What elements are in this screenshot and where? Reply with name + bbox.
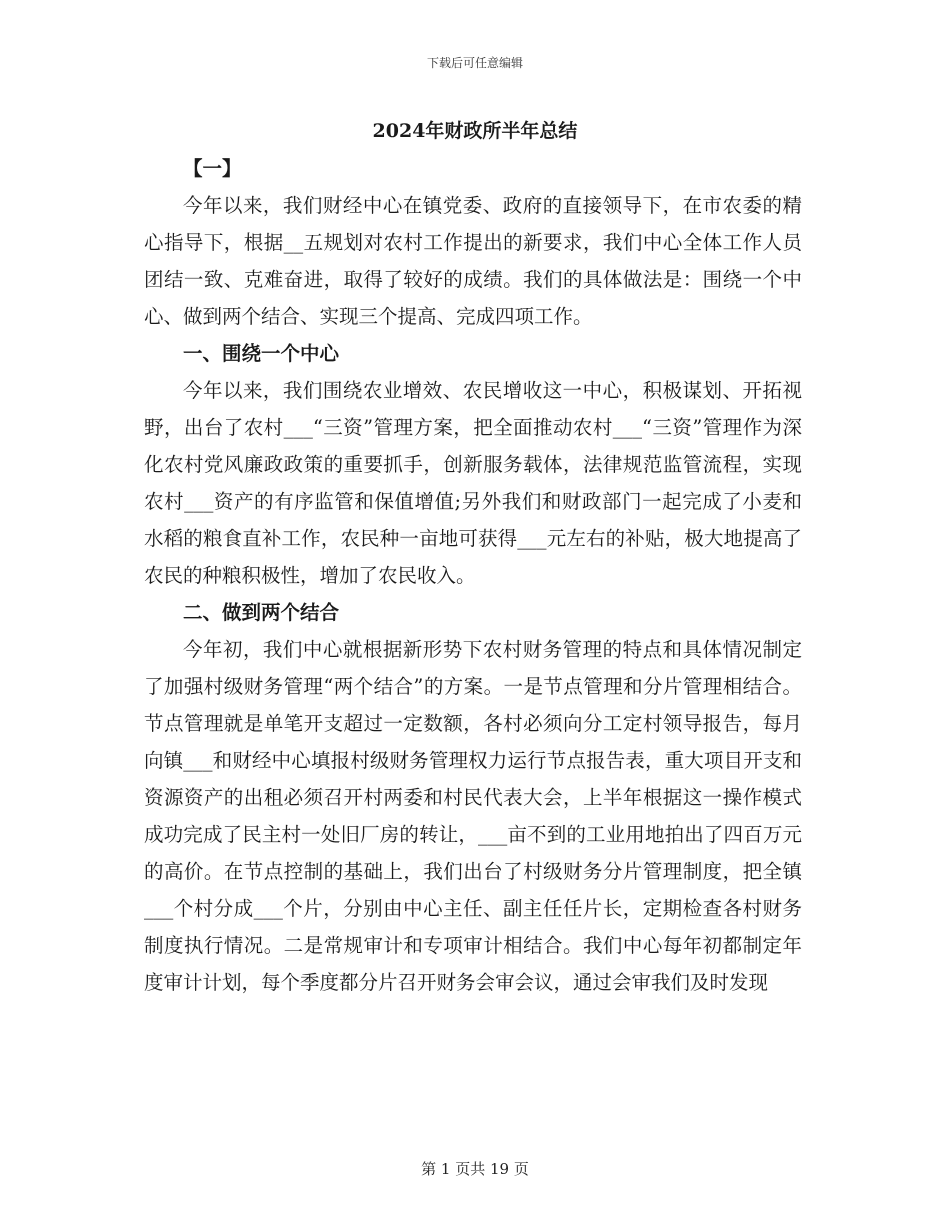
intro-paragraph: 今年以来，我们财经中心在镇党委、政府的直接领导下，在市农委的精心指导下，根据__五规划对农村工作提出的新要求，我们中心全体工作人员团结一致、克难奋进，取得了较好的成绩。我们的具体做法是：围绕一个中心、做到两个结合、实现三个提高、完成四项工作。 bbox=[144, 194, 802, 328]
section-two-paragraph: 今年初，我们中心就根据新形势下农村财务管理的特点和具体情况制定了加强村级财务管理“两个结合”的方案。一是节点管理和分片管理相结合。节点管理就是单笔开支超过一定数额，各村必须向分工定村领导报告，每月向镇___和财经中心填报村级财务管理权力运行节点报告表，重大项目开支和资源资产的出租必须召开村两委和村民代表大会，上半年根据这一操作模式成功完成了民主村一处旧厂房的转让，___亩不到的工业用地拍出了四百万元的高价。在节点控制的基础上，我们出台了村级财务分片管理制度，把全镇___个村分成___个片，分别由中心主任、副主任任片长，定期检查各村财务制度执行情况。二是常规审计和专项审计相结合。我们中心每年初都制定年度审计计划，每个季度都分片召开财务会审会议，通过会审我们及时发现 bbox=[144, 638, 802, 994]
heading-two: 二、做到两个结合 bbox=[183, 601, 340, 624]
document-body bbox=[144, 150, 802, 1001]
section-marker: 【一】 bbox=[183, 157, 242, 180]
document-title: 2024年财政所半年总结 bbox=[372, 120, 578, 142]
heading-one: 一、围绕一个中心 bbox=[183, 342, 340, 365]
section-one-paragraph: 今年以来，我们围绕农业增效、农民增收这一中心，积极谋划、开拓视野，出台了农村___“三资”管理方案，把全面推动农村___“三资”管理作为深化农村党风廉政政策的重要抓手，创新服务载体，法律规范监管流程，实现农村___资产的有序监管和保值增值;另外我们和财政部门一起完成了小麦和水稻的粮食直补工作，农民种一亩地可获得___元左右的补贴，极大地提高了农民的种粮积极性，增加了农民收入。 bbox=[144, 379, 802, 587]
page-header-note: 下载后可任意编辑 bbox=[426, 56, 523, 70]
page-number: 第 1 页共 19 页 bbox=[421, 1160, 529, 1178]
